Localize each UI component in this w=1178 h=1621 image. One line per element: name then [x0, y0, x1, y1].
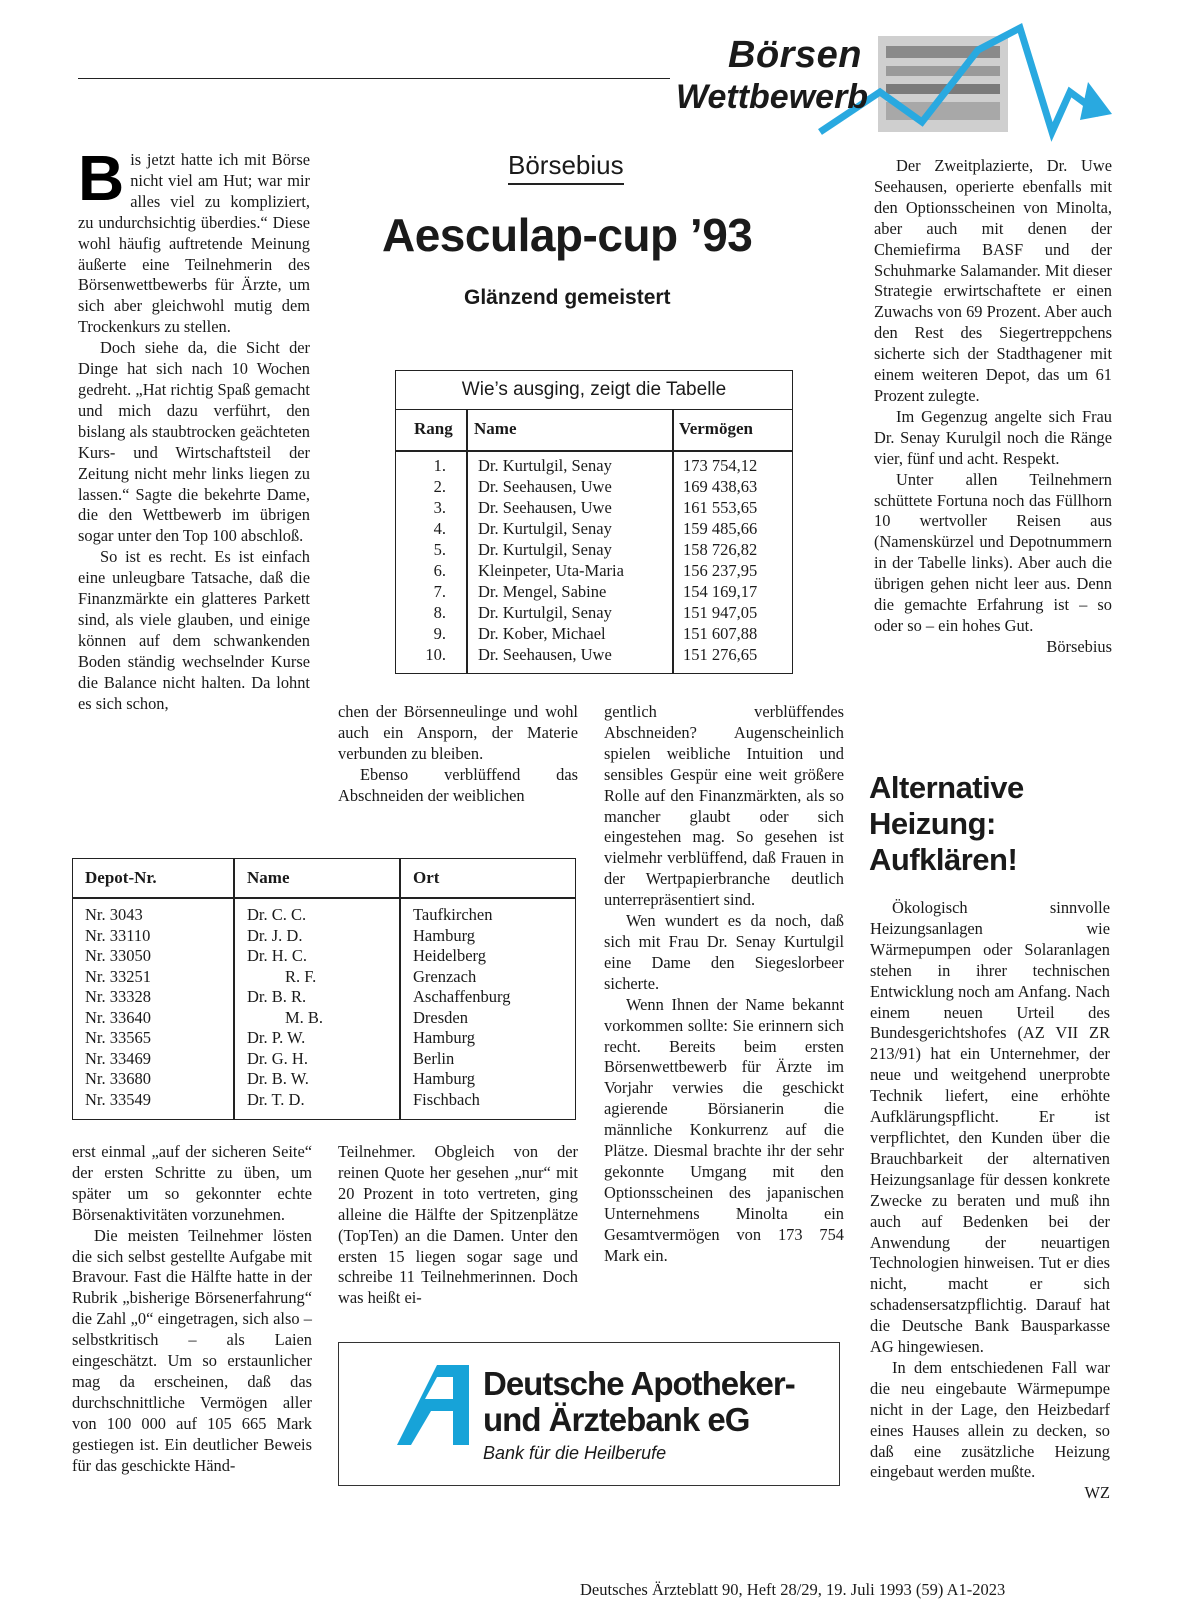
table-row [73, 1028, 575, 1049]
bank-advertisement[interactable] [338, 1342, 840, 1486]
table-row [73, 1008, 575, 1029]
place-cell: Hamburg [413, 1028, 476, 1047]
value-cell: 159 485,66 [683, 519, 758, 538]
name-cell: Dr. Mengel, Sabine [478, 582, 607, 601]
table-row [396, 623, 792, 644]
subtitle: Glänzend gemeistert [464, 286, 671, 309]
paragraph: Ökologisch sinnvolle Heizungsanlagen wie Wärmepumpen oder Solaranlagen stehen in ihrer technischen Entwicklung noch am Anfang. Nach einem neuen Urteil des Bundesgerichtshofes (AZ VII ZR 213/91) hat ein Unternehmer, der neue und weitgehend unerprobte Technik liefert, eine erhöhte Aufklärungspflicht. Er ist verpflichtet, den Kunden über die Brauchbarkeit der alternativen Heizungsanlage für dessen konkrete Zwecke zu beraten und muß ihn auch auf Bedenken bei der Anwendung der neuartigen Technologien hinweisen. Tut er dies nicht, macht er sich schadensersatzpflichtig. Darauf hat die Deutsche Bank Bausparkasse AG hingewiesen. [870, 898, 1110, 1357]
paragraph: Wen wundert es da noch, daß sich mit Frau Dr. Senay Kurtulgil eine Dame den Siegeslorbeer sicherte. [604, 911, 844, 993]
name-cell: Dr. B. R. [247, 987, 307, 1006]
depot-cell: Nr. 33469 [85, 1048, 151, 1068]
column-4-top [874, 156, 1112, 658]
table-row [396, 539, 792, 560]
column-header: Ort [413, 868, 440, 887]
divider [396, 450, 792, 452]
place-cell: Hamburg [413, 1069, 476, 1088]
column-header: Name [247, 868, 290, 887]
rank-cell: 6. [433, 561, 446, 580]
name-cell: Dr. Kurtulgil, Senay [478, 519, 612, 538]
column-1-bottom [72, 1142, 312, 1477]
table-row [396, 560, 792, 581]
place-cell: Hamburg [413, 925, 476, 945]
paragraph: Im Gegenzug angelte sich Frau Dr. Senay Kurulgil noch die Ränge vier, fünf und acht. Respekt. [874, 406, 1112, 468]
table-row [396, 644, 792, 665]
column-header: Rang [414, 419, 453, 438]
depot-cell: Nr. 33328 [85, 987, 151, 1006]
place-cell: Grenzach [413, 966, 477, 986]
name-cell: Dr. Seehausen, Uwe [478, 498, 612, 517]
name-cell: Dr. J. D. [247, 925, 303, 945]
side-article-body [870, 898, 1110, 1504]
column-header: Vermögen [679, 419, 753, 438]
value-cell: 169 438,63 [683, 477, 758, 496]
paragraph: In dem entschiedenen Fall war die neu eingebaute Wärmepumpe nicht in der Lage, den Heizbedarf eines Hauses allein zu decken, so daß eine zusätzliche Heizung eingebaut werden mußte. [870, 1357, 1110, 1482]
depot-cell: Nr. 33110 [85, 925, 151, 945]
table-row [73, 1069, 575, 1090]
apobank-logo-icon [397, 1365, 469, 1445]
table-row [73, 1049, 575, 1070]
table-row [396, 476, 792, 497]
table-row [73, 987, 575, 1008]
name-cell: Dr. P. W. [247, 1028, 306, 1047]
name-cell: Dr. G. H. [247, 1048, 308, 1068]
paragraph: is jetzt hatte ich mit Börse nicht viel am Hut; war mir alles viel zu kompliziert, zu undurchsichtig überdies.“ Diese wohl häufig auftretende Meinung äußerte eine Teilnehmerin des Börsenwettbewerbs für Ärzte, um sich aber gleichwohl mutig dem Trockenkurs zu stellen. [78, 150, 310, 337]
paragraph: Teilnehmer. Obgleich von der reinen Quote her gesehen „nur“ mit 20 Prozent in toto vertreten, ging alleine die Hälfte der Spitzenplätze (TopTen) an die Damen. Unter den ersten 15 liegen sogar sage und schreibe 11 Teilnehmerinnen. Doch was heißt ei- [338, 1142, 578, 1308]
rank-cell: 5. [433, 540, 446, 559]
place-cell: Dresden [413, 1007, 468, 1027]
heading-line: Alternative [869, 770, 1024, 805]
paragraph: erst einmal „auf der sicheren Seite“ der ersten Schritte zu üben, um später um so gekonnter echte Börsenaktivitäten vorzunehmen. [72, 1142, 312, 1224]
depot-cell: Nr. 33251 [85, 966, 151, 986]
paragraph: Ebenso verblüffend das Abschneiden der weiblichen [338, 764, 578, 805]
table-row [73, 926, 575, 947]
column-3 [604, 702, 844, 1266]
depot-cell: Nr. 33549 [85, 1089, 151, 1109]
name-cell: Dr. H. C. [247, 946, 308, 965]
rank-cell: 3. [433, 498, 446, 517]
value-cell: 154 169,17 [683, 582, 758, 601]
table-row [396, 497, 792, 518]
author-signature: WZ [1084, 1483, 1110, 1503]
page-title: Aesculap-cup ’93 [382, 209, 753, 261]
ad-line: Deutsche Apotheker- [483, 1365, 795, 1402]
table-row [73, 967, 575, 988]
paragraph: Die meisten Teilnehmer lösten die sich selbst gestellte Aufgabe mit Bravour. Fast die Hälfte hatte in der Rubrik „bisherige Börsenerfahrung“ die Zahl „0“ eingetragen, sich also – selbstkritisch – als Laien eingeschätzt. Um so erstaunlicher mag da erscheinen, daß das durchschnittliche Vermögen aller von 100 000 auf 105 665 Mark gestiegen ist. Ein deutlicher Beweis für das geschickte Händ- [72, 1225, 312, 1475]
value-cell: 151 607,88 [683, 624, 758, 643]
ad-tagline: Bank für die Heilberufe [483, 1443, 667, 1463]
name-cell: R. F. [285, 966, 317, 986]
ranking-caption: Wie’s ausging, zeigt die Tabelle [396, 371, 792, 410]
depot-cell: Nr. 33050 [85, 946, 151, 965]
value-cell: 158 726,82 [683, 540, 758, 559]
logo-boersen: Börsen [728, 34, 862, 76]
depot-cell: Nr. 33565 [85, 1028, 151, 1047]
kicker: Börsebius [508, 150, 624, 185]
name-cell: Dr. B. W. [247, 1069, 309, 1088]
drop-cap: B [78, 142, 125, 214]
ranking-table [395, 370, 793, 674]
rank-cell: 2. [433, 477, 446, 496]
paragraph: Doch siehe da, die Sicht der Dinge hat sich nach 10 Wochen gedreht. „Hat richtig Spaß gemacht und mich dazu verführt, den bislang als staubtrocken geächteten Kurs- und Wirtschaftsteil der Zeitung nicht mehr links liegen zu lassen.“ Sagte die bekehrte Dame, die den Wettbewerb im übrigen sogar unter den Top 100 abschloß. [78, 338, 310, 546]
place-cell: Taufkirchen [413, 905, 493, 924]
paragraph: Unter allen Teilnehmern schüttete Fortuna noch das Füllhorn 10 wertvoller Reisen aus (Namenskürzel und Depotnummern in der Tabelle links). Aber auch die übrigen gehen nicht leer aus. Denn die gemachte Erfahrung ist – so oder so – ein hohes Gut. [874, 469, 1112, 635]
name-cell: Dr. Kurtulgil, Senay [478, 540, 612, 559]
logo-wettbewerb: Wettbewerb [676, 78, 869, 116]
column-2-bottom [338, 1142, 578, 1309]
author-signature: Börsebius [1046, 636, 1112, 656]
rank-cell: 8. [433, 603, 446, 622]
paragraph: Der Zweitplazierte, Dr. Uwe Seehausen, operierte ebenfalls mit den Optionsscheinen von Minolta, aber auch mit denen der Chemiefirma BASF und der Schuhmarke Salamander. Mit dieser Strategie erwirtschaftete er einen Zuwachs von 69 Prozent. Aber auch den Rest des Siegertreppchens sicherte sich der Stadthagener mit einem weiteren Depot, das um 61 Prozent zulegte. [874, 156, 1112, 405]
value-cell: 151 276,65 [683, 645, 758, 664]
paragraph: So ist es recht. Es ist einfach eine unleugbare Tatsache, daß die Finanzmärkte ein glatteres Parkett sind, als viele glauben, und einige können auf dem schwankenden Boden ständig wechselnder Kurse die Balance nicht halten. Da lohnt es sich schon, [78, 547, 310, 713]
name-cell: Dr. Seehausen, Uwe [478, 645, 612, 664]
heading-line: Heizung: [869, 806, 996, 841]
page-footer: Deutsches Ärzteblatt 90, Heft 28/29, 19. Juli 1993 (59) A1-2023 [580, 1580, 1006, 1599]
depot-cell: Nr. 3043 [85, 905, 143, 924]
place-cell: Aschaffenburg [413, 987, 511, 1006]
rank-cell: 10. [425, 645, 446, 664]
column-2-top [338, 702, 578, 807]
place-cell: Heidelberg [413, 946, 487, 965]
table-row [396, 581, 792, 602]
table-row [396, 602, 792, 623]
place-cell: Fischbach [413, 1089, 480, 1109]
table-row [396, 455, 792, 476]
column-1-top [78, 142, 310, 714]
table-row [73, 905, 575, 926]
paragraph: chen der Börsenneulinge und wohl auch ein Ansporn, der Materie verbunden zu bleiben. [338, 702, 578, 763]
name-cell: M. B. [285, 1007, 324, 1027]
depot-table [72, 858, 576, 1120]
place-cell: Berlin [413, 1048, 455, 1068]
name-cell: Dr. Kurtulgil, Senay [478, 456, 612, 475]
divider [73, 897, 575, 899]
value-cell: 151 947,05 [683, 603, 758, 622]
value-cell: 156 237,95 [683, 561, 758, 580]
table-row [73, 946, 575, 967]
name-cell: Dr. Kober, Michael [478, 624, 606, 643]
name-cell: Dr. Kurtulgil, Senay [478, 603, 612, 622]
name-cell: Kleinpeter, Uta-Maria [478, 561, 624, 580]
rank-cell: 4. [433, 519, 446, 538]
paragraph: gentlich verblüffendes Abschneiden? Augenscheinlich spielen weibliche Intuition und sensibles Gespür eine weit größere Rolle auf den Finanzmärkten, als so mancher glaubt oder sich eingestehen mag. So gesehen ist vielmehr verblüffend, daß Frauen in der Wertpapierbranche deutlich unterrepräsentiert sind. [604, 702, 844, 910]
depot-cell: Nr. 33640 [85, 1007, 151, 1027]
column-header: Depot-Nr. [85, 868, 157, 887]
heading-line: Aufklären! [869, 842, 1018, 877]
ad-line: und Ärztebank eG [483, 1401, 750, 1438]
table-row [396, 518, 792, 539]
name-cell: Dr. T. D. [247, 1089, 305, 1109]
depot-cell: Nr. 33680 [85, 1069, 151, 1088]
rank-cell: 7. [433, 582, 446, 601]
value-cell: 173 754,12 [683, 456, 758, 475]
name-cell: Dr. Seehausen, Uwe [478, 477, 612, 496]
table-row [73, 1090, 575, 1111]
rank-cell: 9. [433, 624, 446, 643]
rank-cell: 1. [433, 456, 446, 475]
value-cell: 161 553,65 [683, 498, 758, 517]
header-rule [78, 78, 670, 79]
column-header: Name [474, 419, 517, 438]
side-article-heading [869, 770, 1024, 878]
paragraph: Wenn Ihnen der Name bekannt vorkommen sollte: Sie erinnern sich recht. Bereits beim ersten Börsenwettbewerb für Ärzte im Vorjahr verwies die geschickt agierende Börsianerin die männliche Konkurrenz auf die Plätze. Diesmal brachte ihr der sehr gekonnte Umgang mit den Optionsscheinen des japanischen Unternehmens Minolta ein Gesamtvermögen von 173 754 Mark ein. [604, 994, 844, 1265]
name-cell: Dr. C. C. [247, 905, 307, 924]
